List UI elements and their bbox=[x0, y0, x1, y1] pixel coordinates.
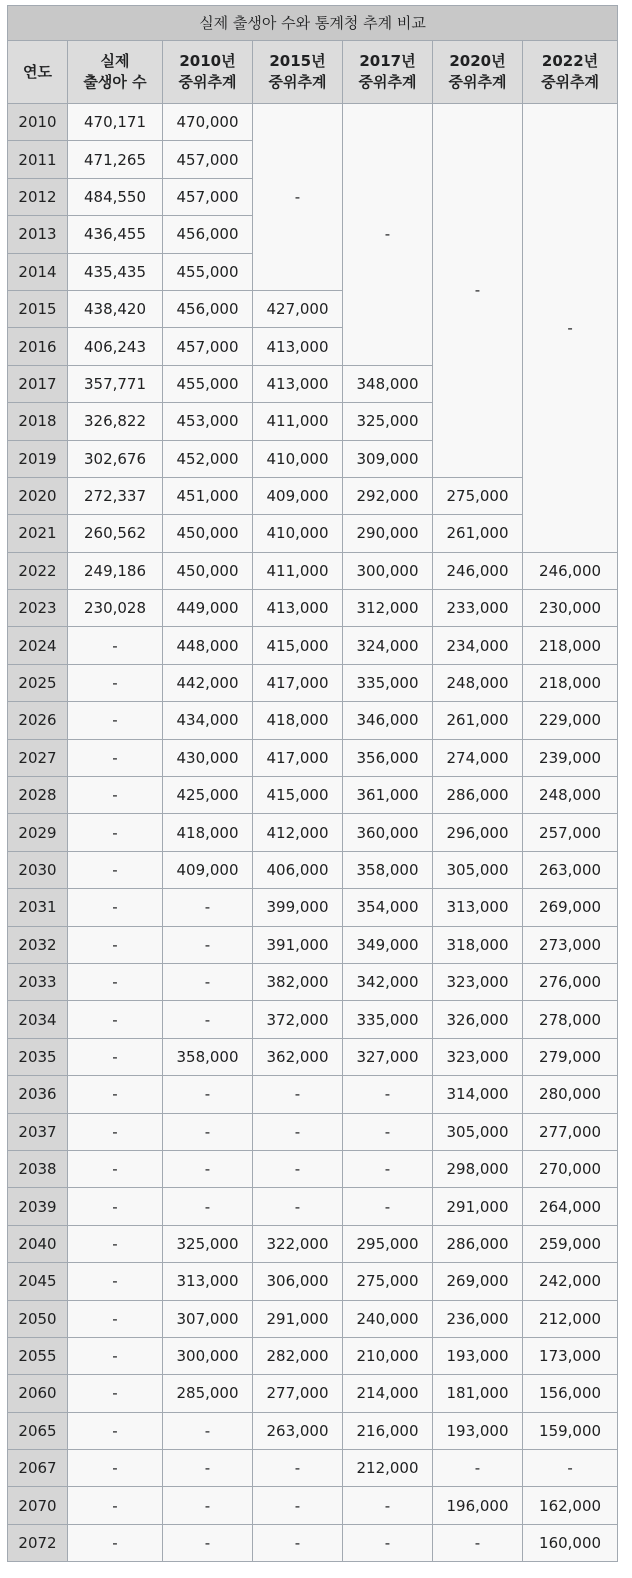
value-cell: 313,000 bbox=[433, 889, 523, 926]
value-cell: 196,000 bbox=[433, 1487, 523, 1524]
value-cell: 335,000 bbox=[343, 664, 433, 701]
value-cell: 278,000 bbox=[523, 1001, 618, 1038]
value-cell: 406,243 bbox=[68, 328, 163, 365]
value-cell: 277,000 bbox=[253, 1375, 343, 1412]
table-row bbox=[8, 1300, 618, 1337]
value-cell: 306,000 bbox=[253, 1263, 343, 1300]
header-2020-projection bbox=[433, 41, 523, 104]
value-cell: 354,000 bbox=[343, 889, 433, 926]
value-cell: - bbox=[68, 963, 163, 1000]
value-cell: - bbox=[68, 851, 163, 888]
value-cell: - bbox=[68, 1001, 163, 1038]
header-line1: 실제 bbox=[100, 52, 130, 70]
value-cell: 275,000 bbox=[343, 1263, 433, 1300]
year-cell: 2015 bbox=[8, 290, 68, 327]
value-cell: 302,676 bbox=[68, 440, 163, 477]
value-cell: - bbox=[68, 777, 163, 814]
value-cell: - bbox=[343, 1188, 433, 1225]
value-cell: 399,000 bbox=[253, 889, 343, 926]
value-cell: 484,550 bbox=[68, 178, 163, 215]
header-2022-projection bbox=[523, 41, 618, 104]
value-cell: - bbox=[68, 1225, 163, 1262]
header-2015-projection bbox=[253, 41, 343, 104]
value-cell: 291,000 bbox=[433, 1188, 523, 1225]
value-cell: 409,000 bbox=[253, 477, 343, 514]
value-cell: 470,000 bbox=[163, 104, 253, 141]
header-line2: 출생아 수 bbox=[83, 73, 147, 91]
year-cell: 2021 bbox=[8, 515, 68, 552]
value-cell: 272,337 bbox=[68, 477, 163, 514]
value-cell: - bbox=[163, 1450, 253, 1487]
header-line2: 중위추계 bbox=[448, 73, 507, 91]
value-cell: - bbox=[68, 1487, 163, 1524]
value-cell: 455,000 bbox=[163, 365, 253, 402]
year-cell: 2013 bbox=[8, 216, 68, 253]
header-line1: 2022년 bbox=[541, 52, 599, 70]
value-cell: - bbox=[68, 1375, 163, 1412]
value-cell: 326,822 bbox=[68, 403, 163, 440]
table-row bbox=[8, 1001, 618, 1038]
value-cell: 409,000 bbox=[163, 851, 253, 888]
value-cell: 346,000 bbox=[343, 702, 433, 739]
value-cell: 453,000 bbox=[163, 403, 253, 440]
value-cell: 279,000 bbox=[523, 1038, 618, 1075]
year-cell: 2045 bbox=[8, 1263, 68, 1300]
year-cell: 2035 bbox=[8, 1038, 68, 1075]
value-cell: 455,000 bbox=[163, 253, 253, 290]
value-cell: - bbox=[433, 1450, 523, 1487]
value-cell: 406,000 bbox=[253, 851, 343, 888]
header-line1: 2017년 bbox=[359, 52, 416, 70]
value-cell: 296,000 bbox=[433, 814, 523, 851]
table-row bbox=[8, 104, 618, 141]
value-cell: - bbox=[68, 627, 163, 664]
value-cell: - bbox=[68, 1337, 163, 1374]
table-row bbox=[8, 1150, 618, 1187]
year-cell: 2040 bbox=[8, 1225, 68, 1262]
value-cell: 438,420 bbox=[68, 290, 163, 327]
value-cell: 451,000 bbox=[163, 477, 253, 514]
header-2010-projection bbox=[163, 41, 253, 104]
value-cell: - bbox=[68, 814, 163, 851]
value-cell: 300,000 bbox=[163, 1337, 253, 1374]
value-cell: 261,000 bbox=[433, 515, 523, 552]
value-cell: 312,000 bbox=[343, 590, 433, 627]
value-cell: 415,000 bbox=[253, 627, 343, 664]
value-cell: 457,000 bbox=[163, 141, 253, 178]
value-cell: - bbox=[163, 1001, 253, 1038]
value-cell: 269,000 bbox=[433, 1263, 523, 1300]
header-line2: 중위추계 bbox=[541, 73, 600, 91]
value-cell: 230,000 bbox=[523, 590, 618, 627]
value-cell: 326,000 bbox=[433, 1001, 523, 1038]
value-cell: - bbox=[68, 1113, 163, 1150]
value-cell: 263,000 bbox=[523, 851, 618, 888]
value-cell: 358,000 bbox=[343, 851, 433, 888]
year-cell: 2016 bbox=[8, 328, 68, 365]
value-cell: 285,000 bbox=[163, 1375, 253, 1412]
value-cell: 212,000 bbox=[523, 1300, 618, 1337]
merged-dash-cell: - bbox=[523, 104, 618, 553]
header-2017-projection bbox=[343, 41, 433, 104]
value-cell: - bbox=[68, 1300, 163, 1337]
value-cell: 357,771 bbox=[68, 365, 163, 402]
table-row bbox=[8, 1375, 618, 1412]
year-cell: 2031 bbox=[8, 889, 68, 926]
value-cell: 470,171 bbox=[68, 104, 163, 141]
value-cell: 349,000 bbox=[343, 926, 433, 963]
merged-dash-cell: - bbox=[253, 104, 343, 291]
value-cell: 456,000 bbox=[163, 216, 253, 253]
value-cell: - bbox=[163, 1113, 253, 1150]
table-caption: 실제 출생아 수와 통계청 추계 비교 bbox=[8, 6, 618, 41]
value-cell: 372,000 bbox=[253, 1001, 343, 1038]
value-cell: 290,000 bbox=[343, 515, 433, 552]
value-cell: 323,000 bbox=[433, 1038, 523, 1075]
table-row bbox=[8, 1225, 618, 1262]
value-cell: 248,000 bbox=[433, 664, 523, 701]
value-cell: 318,000 bbox=[433, 926, 523, 963]
year-cell: 2025 bbox=[8, 664, 68, 701]
table-row bbox=[8, 1076, 618, 1113]
value-cell: - bbox=[68, 1524, 163, 1561]
table-row bbox=[8, 702, 618, 739]
year-cell: 2011 bbox=[8, 141, 68, 178]
value-cell: 452,000 bbox=[163, 440, 253, 477]
value-cell: 448,000 bbox=[163, 627, 253, 664]
value-cell: - bbox=[343, 1524, 433, 1561]
year-cell: 2023 bbox=[8, 590, 68, 627]
value-cell: 348,000 bbox=[343, 365, 433, 402]
value-cell: - bbox=[343, 1487, 433, 1524]
value-cell: - bbox=[68, 664, 163, 701]
value-cell: 214,000 bbox=[343, 1375, 433, 1412]
year-cell: 2024 bbox=[8, 627, 68, 664]
value-cell: 361,000 bbox=[343, 777, 433, 814]
value-cell: 450,000 bbox=[163, 552, 253, 589]
table-caption-row bbox=[8, 6, 618, 41]
year-cell: 2027 bbox=[8, 739, 68, 776]
value-cell: - bbox=[253, 1076, 343, 1113]
value-cell: 325,000 bbox=[163, 1225, 253, 1262]
value-cell: 210,000 bbox=[343, 1337, 433, 1374]
value-cell: 410,000 bbox=[253, 440, 343, 477]
value-cell: 442,000 bbox=[163, 664, 253, 701]
value-cell: - bbox=[253, 1524, 343, 1561]
value-cell: 456,000 bbox=[163, 290, 253, 327]
value-cell: 450,000 bbox=[163, 515, 253, 552]
year-cell: 2028 bbox=[8, 777, 68, 814]
value-cell: 410,000 bbox=[253, 515, 343, 552]
value-cell: 216,000 bbox=[343, 1412, 433, 1449]
year-cell: 2018 bbox=[8, 403, 68, 440]
table-row bbox=[8, 1113, 618, 1150]
value-cell: 327,000 bbox=[343, 1038, 433, 1075]
value-cell: 181,000 bbox=[433, 1375, 523, 1412]
year-cell: 2060 bbox=[8, 1375, 68, 1412]
table-row bbox=[8, 777, 618, 814]
value-cell: 307,000 bbox=[163, 1300, 253, 1337]
table-row bbox=[8, 1038, 618, 1075]
year-cell: 2039 bbox=[8, 1188, 68, 1225]
value-cell: - bbox=[163, 926, 253, 963]
value-cell: 358,000 bbox=[163, 1038, 253, 1075]
value-cell: 415,000 bbox=[253, 777, 343, 814]
value-cell: - bbox=[163, 963, 253, 1000]
year-cell: 2012 bbox=[8, 178, 68, 215]
year-cell: 2050 bbox=[8, 1300, 68, 1337]
table-row bbox=[8, 1412, 618, 1449]
value-cell: 300,000 bbox=[343, 552, 433, 589]
value-cell: 313,000 bbox=[163, 1263, 253, 1300]
value-cell: 274,000 bbox=[433, 739, 523, 776]
year-cell: 2030 bbox=[8, 851, 68, 888]
value-cell: 292,000 bbox=[343, 477, 433, 514]
year-cell: 2055 bbox=[8, 1337, 68, 1374]
value-cell: - bbox=[523, 1450, 618, 1487]
value-cell: 325,000 bbox=[343, 403, 433, 440]
value-cell: 246,000 bbox=[523, 552, 618, 589]
value-cell: 236,000 bbox=[433, 1300, 523, 1337]
value-cell: - bbox=[343, 1076, 433, 1113]
value-cell: - bbox=[163, 1188, 253, 1225]
value-cell: 457,000 bbox=[163, 178, 253, 215]
value-cell: 270,000 bbox=[523, 1150, 618, 1187]
header-year bbox=[8, 41, 68, 104]
value-cell: 246,000 bbox=[433, 552, 523, 589]
value-cell: 305,000 bbox=[433, 851, 523, 888]
value-cell: 391,000 bbox=[253, 926, 343, 963]
table-header-row bbox=[8, 41, 618, 104]
value-cell: 449,000 bbox=[163, 590, 253, 627]
table-row bbox=[8, 889, 618, 926]
merged-dash-cell: - bbox=[343, 104, 433, 366]
value-cell: 314,000 bbox=[433, 1076, 523, 1113]
value-cell: 259,000 bbox=[523, 1225, 618, 1262]
value-cell: 269,000 bbox=[523, 889, 618, 926]
birth-comparison-table bbox=[7, 5, 618, 1562]
value-cell: 280,000 bbox=[523, 1076, 618, 1113]
value-cell: 218,000 bbox=[523, 627, 618, 664]
value-cell: - bbox=[163, 1487, 253, 1524]
value-cell: 276,000 bbox=[523, 963, 618, 1000]
header-line1: 2010년 bbox=[179, 52, 236, 70]
table-row bbox=[8, 664, 618, 701]
value-cell: - bbox=[253, 1150, 343, 1187]
value-cell: 362,000 bbox=[253, 1038, 343, 1075]
value-cell: - bbox=[253, 1188, 343, 1225]
header-line2: 중위추계 bbox=[268, 73, 327, 91]
table-row bbox=[8, 814, 618, 851]
value-cell: 233,000 bbox=[433, 590, 523, 627]
table-row bbox=[8, 1450, 618, 1487]
value-cell: 212,000 bbox=[343, 1450, 433, 1487]
value-cell: 273,000 bbox=[523, 926, 618, 963]
value-cell: 417,000 bbox=[253, 664, 343, 701]
value-cell: - bbox=[433, 1524, 523, 1561]
value-cell: 471,265 bbox=[68, 141, 163, 178]
value-cell: 417,000 bbox=[253, 739, 343, 776]
value-cell: 412,000 bbox=[253, 814, 343, 851]
value-cell: 248,000 bbox=[523, 777, 618, 814]
value-cell: 234,000 bbox=[433, 627, 523, 664]
value-cell: - bbox=[163, 1076, 253, 1113]
header-year-label: 연도 bbox=[23, 62, 52, 81]
value-cell: 418,000 bbox=[253, 702, 343, 739]
birth-comparison-table-container bbox=[7, 5, 617, 1562]
year-cell: 2034 bbox=[8, 1001, 68, 1038]
value-cell: 323,000 bbox=[433, 963, 523, 1000]
value-cell: 335,000 bbox=[343, 1001, 433, 1038]
year-cell: 2010 bbox=[8, 104, 68, 141]
value-cell: 263,000 bbox=[253, 1412, 343, 1449]
value-cell: 435,435 bbox=[68, 253, 163, 290]
value-cell: 324,000 bbox=[343, 627, 433, 664]
value-cell: 309,000 bbox=[343, 440, 433, 477]
merged-dash-cell: - bbox=[433, 104, 523, 478]
value-cell: 240,000 bbox=[343, 1300, 433, 1337]
table-row bbox=[8, 851, 618, 888]
value-cell: 193,000 bbox=[433, 1337, 523, 1374]
value-cell: 193,000 bbox=[433, 1412, 523, 1449]
value-cell: 342,000 bbox=[343, 963, 433, 1000]
value-cell: - bbox=[253, 1113, 343, 1150]
value-cell: 242,000 bbox=[523, 1263, 618, 1300]
value-cell: 275,000 bbox=[433, 477, 523, 514]
table-row bbox=[8, 627, 618, 664]
header-line2: 중위추계 bbox=[358, 73, 417, 91]
value-cell: 173,000 bbox=[523, 1337, 618, 1374]
value-cell: 162,000 bbox=[523, 1487, 618, 1524]
value-cell: - bbox=[68, 1038, 163, 1075]
value-cell: 418,000 bbox=[163, 814, 253, 851]
value-cell: 322,000 bbox=[253, 1225, 343, 1262]
value-cell: 295,000 bbox=[343, 1225, 433, 1262]
year-cell: 2036 bbox=[8, 1076, 68, 1113]
value-cell: - bbox=[68, 702, 163, 739]
value-cell: - bbox=[68, 1076, 163, 1113]
year-cell: 2014 bbox=[8, 253, 68, 290]
table-row bbox=[8, 963, 618, 1000]
value-cell: 282,000 bbox=[253, 1337, 343, 1374]
value-cell: 382,000 bbox=[253, 963, 343, 1000]
value-cell: 425,000 bbox=[163, 777, 253, 814]
value-cell: 257,000 bbox=[523, 814, 618, 851]
value-cell: 457,000 bbox=[163, 328, 253, 365]
value-cell: - bbox=[343, 1113, 433, 1150]
table-body bbox=[8, 104, 618, 1562]
year-cell: 2020 bbox=[8, 477, 68, 514]
value-cell: 156,000 bbox=[523, 1375, 618, 1412]
value-cell: 413,000 bbox=[253, 590, 343, 627]
value-cell: 286,000 bbox=[433, 777, 523, 814]
value-cell: 239,000 bbox=[523, 739, 618, 776]
value-cell: 286,000 bbox=[433, 1225, 523, 1262]
value-cell: 360,000 bbox=[343, 814, 433, 851]
year-cell: 2033 bbox=[8, 963, 68, 1000]
value-cell: - bbox=[68, 1450, 163, 1487]
value-cell: 160,000 bbox=[523, 1524, 618, 1561]
value-cell: - bbox=[163, 889, 253, 926]
value-cell: - bbox=[163, 1412, 253, 1449]
year-cell: 2032 bbox=[8, 926, 68, 963]
value-cell: 260,562 bbox=[68, 515, 163, 552]
value-cell: 430,000 bbox=[163, 739, 253, 776]
year-cell: 2029 bbox=[8, 814, 68, 851]
value-cell: 277,000 bbox=[523, 1113, 618, 1150]
value-cell: 436,455 bbox=[68, 216, 163, 253]
value-cell: 411,000 bbox=[253, 403, 343, 440]
value-cell: - bbox=[68, 1412, 163, 1449]
value-cell: 356,000 bbox=[343, 739, 433, 776]
value-cell: 261,000 bbox=[433, 702, 523, 739]
value-cell: 427,000 bbox=[253, 290, 343, 327]
table-row bbox=[8, 552, 618, 589]
header-actual-births bbox=[68, 41, 163, 104]
value-cell: 298,000 bbox=[433, 1150, 523, 1187]
value-cell: - bbox=[253, 1450, 343, 1487]
value-cell: 413,000 bbox=[253, 328, 343, 365]
value-cell: 229,000 bbox=[523, 702, 618, 739]
table-row bbox=[8, 739, 618, 776]
value-cell: 264,000 bbox=[523, 1188, 618, 1225]
year-cell: 2037 bbox=[8, 1113, 68, 1150]
table-row bbox=[8, 1524, 618, 1561]
value-cell: 159,000 bbox=[523, 1412, 618, 1449]
year-cell: 2026 bbox=[8, 702, 68, 739]
table-row bbox=[8, 1188, 618, 1225]
header-line2: 중위추계 bbox=[178, 73, 237, 91]
value-cell: - bbox=[68, 1150, 163, 1187]
value-cell: 218,000 bbox=[523, 664, 618, 701]
value-cell: - bbox=[343, 1150, 433, 1187]
value-cell: - bbox=[68, 889, 163, 926]
value-cell: - bbox=[68, 739, 163, 776]
table-row bbox=[8, 1263, 618, 1300]
header-line1: 2020년 bbox=[449, 52, 506, 70]
year-cell: 2022 bbox=[8, 552, 68, 589]
value-cell: 434,000 bbox=[163, 702, 253, 739]
value-cell: 291,000 bbox=[253, 1300, 343, 1337]
value-cell: 305,000 bbox=[433, 1113, 523, 1150]
value-cell: 249,186 bbox=[68, 552, 163, 589]
year-cell: 2067 bbox=[8, 1450, 68, 1487]
value-cell: 411,000 bbox=[253, 552, 343, 589]
table-row bbox=[8, 590, 618, 627]
value-cell: 230,028 bbox=[68, 590, 163, 627]
table-row bbox=[8, 1487, 618, 1524]
year-cell: 2017 bbox=[8, 365, 68, 402]
year-cell: 2038 bbox=[8, 1150, 68, 1187]
value-cell: - bbox=[163, 1150, 253, 1187]
value-cell: - bbox=[163, 1524, 253, 1561]
value-cell: - bbox=[253, 1487, 343, 1524]
year-cell: 2072 bbox=[8, 1524, 68, 1561]
value-cell: - bbox=[68, 926, 163, 963]
year-cell: 2065 bbox=[8, 1412, 68, 1449]
value-cell: 413,000 bbox=[253, 365, 343, 402]
value-cell: - bbox=[68, 1263, 163, 1300]
header-line1: 2015년 bbox=[269, 52, 326, 70]
year-cell: 2019 bbox=[8, 440, 68, 477]
year-cell: 2070 bbox=[8, 1487, 68, 1524]
value-cell: - bbox=[68, 1188, 163, 1225]
table-row bbox=[8, 926, 618, 963]
table-row bbox=[8, 1337, 618, 1374]
